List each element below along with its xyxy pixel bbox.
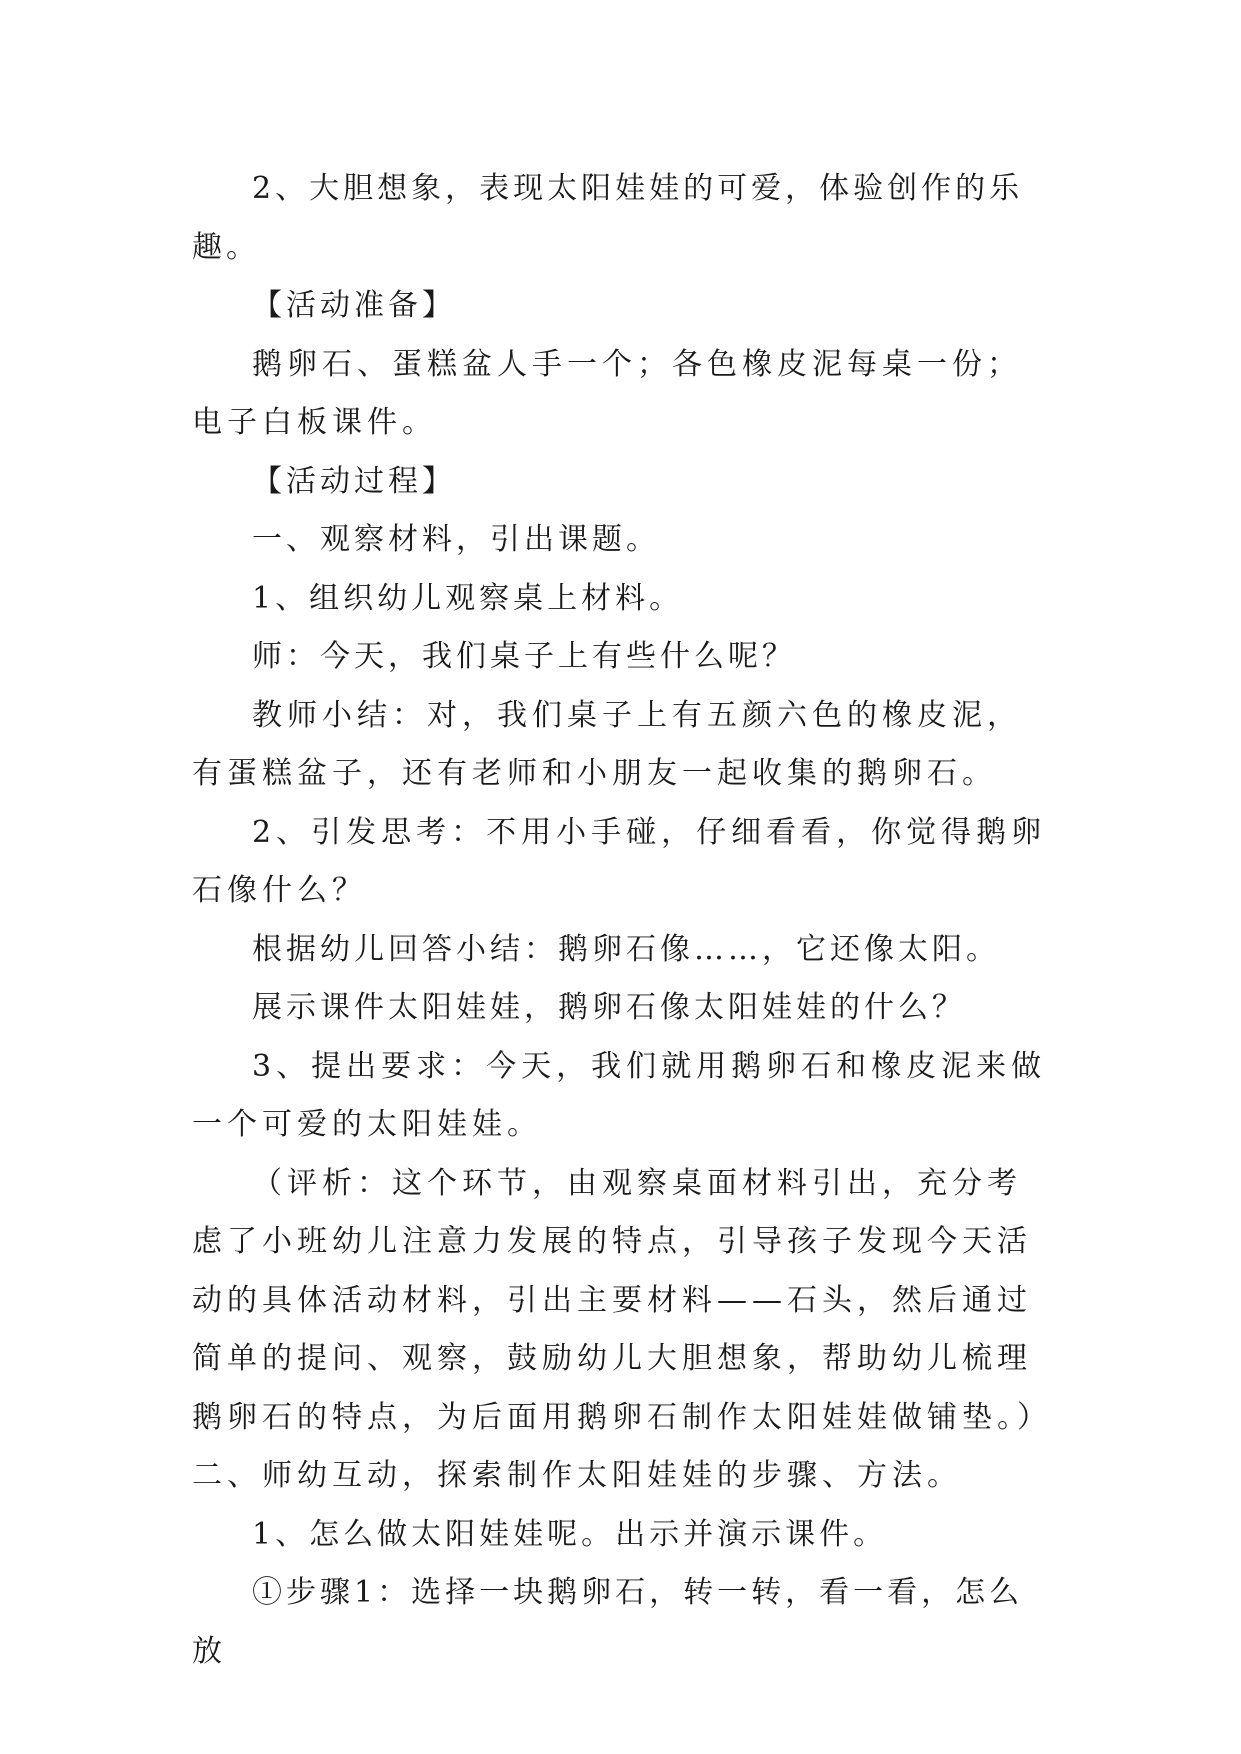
heading-activity-process: 【活动过程】 (252, 463, 456, 499)
paragraph-goal-2: 2、大胆想象，表现太阳娃娃的可爱，体验创作的乐趣。 (192, 171, 1024, 265)
paragraph-how-to-make: 1、怎么做太阳娃娃呢。出示并演示课件。 (252, 1516, 888, 1552)
paragraph-teacher-summary: 教师小结：对，我们桌子上有五颜六色的橡皮泥，有蛋糕盆子，还有老师和小朋友一起收集的鹅卵石。 (192, 697, 1022, 791)
paragraph-materials: 鹅卵石、蛋糕盆人手一个；各色橡皮泥每桌一份；电子白板课件。 (192, 346, 1022, 440)
paragraph-commentary: （评析：这个环节，由观察桌面材料引出，充分考虑了小班幼儿注意力发展的特点，引导孩子发现今天活动的具体活动材料，引出主要材料——石头，然后通过简单的提问、观察，鼓励幼儿大胆想象，帮助幼儿梳理鹅卵石的特点，为后面用鹅卵石制作太阳娃娃做铺垫。）二、师幼互动，探索制作太阳娃娃的步骤、方法。 (192, 1165, 1052, 1493)
paragraph-step-1-observe: 1、组织幼儿观察桌上材料。 (252, 580, 684, 616)
paragraph-section-1-title: 一、观察材料，引出课题。 (252, 522, 660, 557)
paragraph-step-1-select: ①步骤1：选择一块鹅卵石，转一转，看一看，怎么放 (192, 1575, 1024, 1669)
paragraph-step-2-think: 2、引发思考：不用小手碰，仔细看看，你觉得鹅卵石像什么？ (192, 814, 1047, 908)
paragraph-show-courseware: 展示课件太阳娃娃，鹅卵石像太阳娃娃的什么？ (252, 990, 966, 1025)
paragraph-step-3-requirement: 3、提出要求：今天，我们就用鹅卵石和橡皮泥来做一个可爱的太阳娃娃。 (192, 1048, 1047, 1142)
document-body (192, 160, 1052, 1681)
paragraph-answer-summary: 根据幼儿回答小结：鹅卵石像……，它还像太阳。 (252, 931, 1000, 967)
paragraph-teacher-question: 师：今天，我们桌子上有些什么呢？ (252, 639, 796, 674)
heading-activity-preparation: 【活动准备】 (252, 288, 456, 323)
